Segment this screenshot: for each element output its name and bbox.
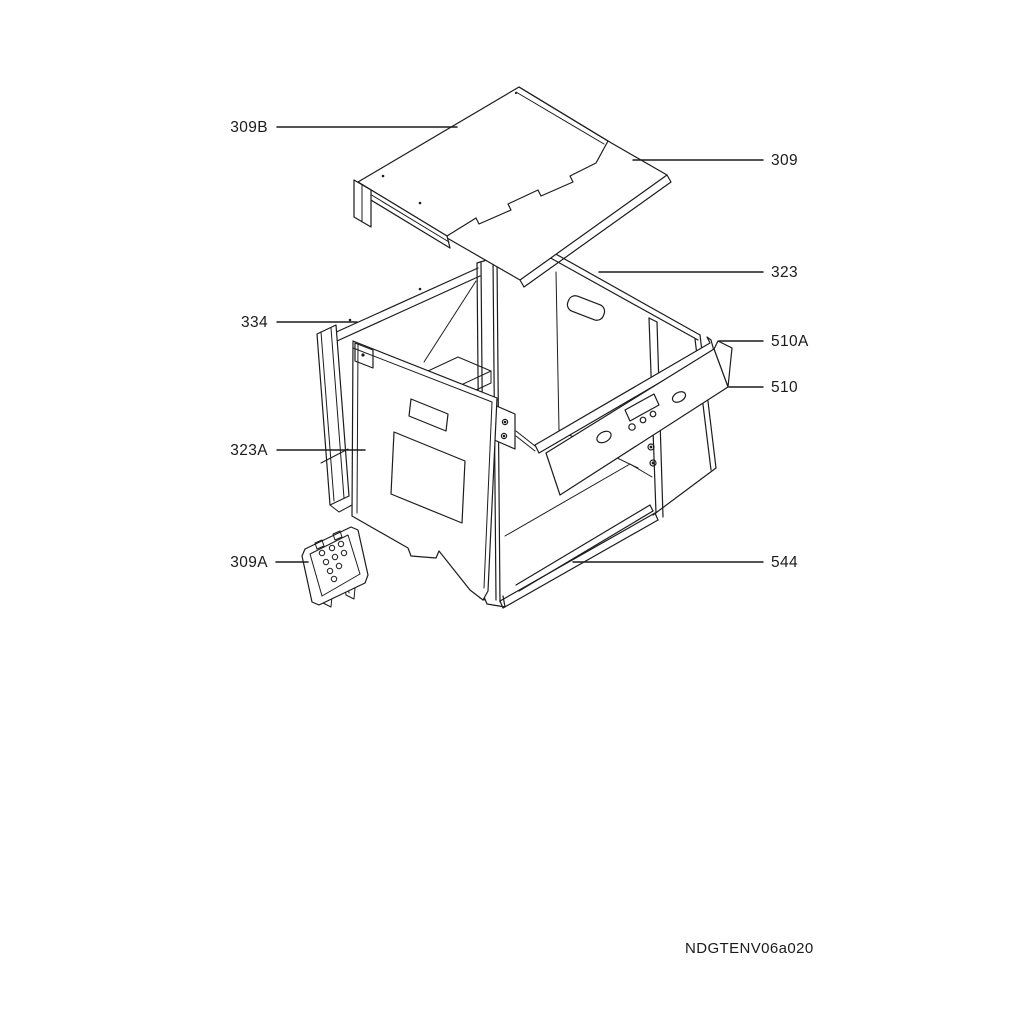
callout-label-309a: 309A xyxy=(230,554,268,571)
callout-label-334: 334 xyxy=(240,314,268,331)
callout-label-323: 323 xyxy=(771,264,799,281)
drawing-code: NDGTENV06a020 xyxy=(685,940,814,957)
callout-label-309: 309 xyxy=(771,152,799,169)
terminal-plate-309a xyxy=(302,527,368,607)
callout-label-323a: 323A xyxy=(230,442,268,459)
callout-label-510: 510 xyxy=(771,379,799,396)
callout-label-544: 544 xyxy=(771,554,799,571)
inner-panel-323a xyxy=(352,341,497,600)
callout-label-309b: 309B xyxy=(230,119,268,136)
callout-label-510a: 510A xyxy=(771,333,809,350)
